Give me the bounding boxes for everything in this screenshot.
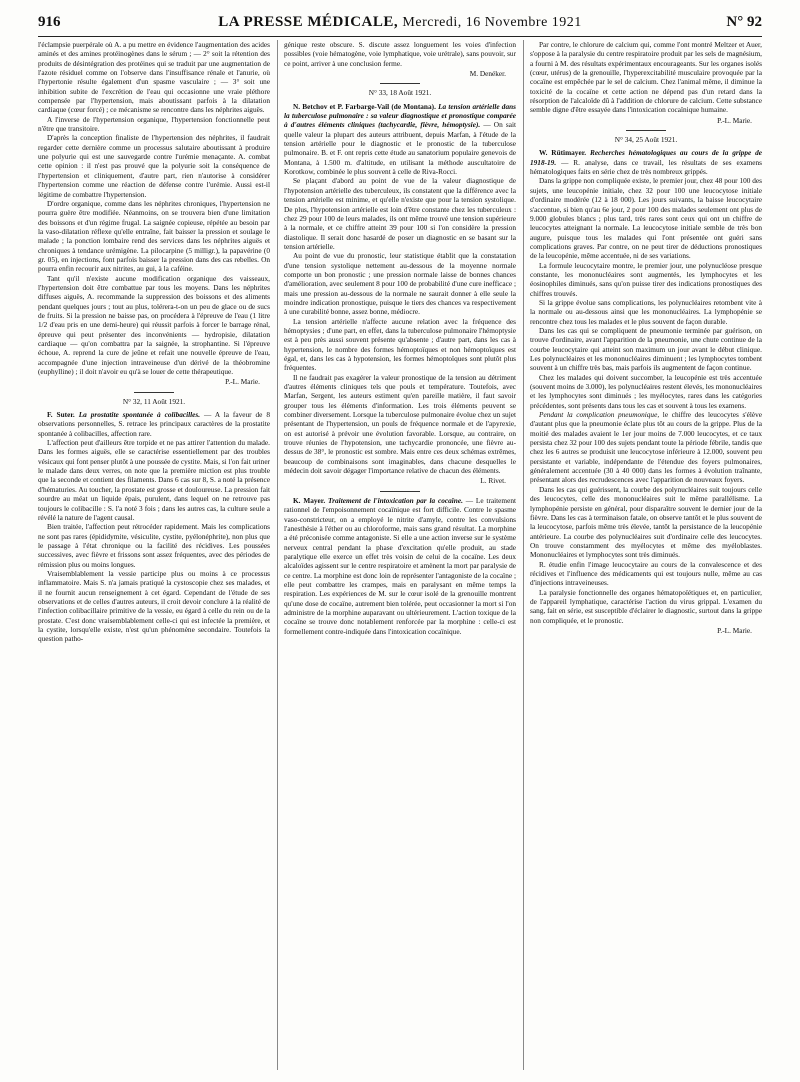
paragraph: Dans les cas qui se compliquent de pneumonie terminée par guérison, on trouve d'ordinaire, avant l'apparition de la pneumonie, une chute continue de la courbe leucocytaire qui atteint son maximum un jour avant le début clinique. Les polynucléaires et les mononucléaires diminuent ; les lymphocytes tombent souvent à un chiffre très bas, mais parfois ils augmentent de façon continue. bbox=[530, 325, 762, 373]
column-2 bbox=[284, 40, 516, 1070]
issue-label: N° 34, 25 Août 1921. bbox=[614, 135, 678, 145]
paragraph: L'affection peut d'ailleurs être torpide et ne pas attirer l'attention du malade. Dans les formes aiguës, elle se caractérise essentiellement par des troubles vésicaux qui font penser plutôt à une poussée de cystite. Mais, si l'on fait uriner le malade dans deux verres, on note que la première miction est plus trouble que la seconde et contient des filaments. Dans 6 cas sur 8, S. a noté la présence d'hématuries. Au toucher, la prostate est grosse et douloureuse. La pression fait sourdre au méat un liquide épais, purulent, dans lequel on ne retrouve pas toujours le colibacille : S. l'a noté 3 fois ; dans les autres cas, la culture seule a révélé la nature de l'agent causal. bbox=[38, 438, 270, 522]
section-separator bbox=[284, 491, 516, 492]
paragraph: Dans les cas qui guérissent, la courbe des polynucléaires suit toujours celle des leucocytes, celle des mononucléaires suit le même parallélisme. La lymphopénie persiste en général, pour disparaître souvent le dernier jour de la fièvre. Dans les cas à terminaison fatale, on observe tantôt et le plus souvent de la leucocytose, parfois même très élevée, tantôt la persistance de la leucopénie antérieure. La courbe des polynucléaires suit d'ordinaire celle des leucocytes. On trouve constamment des myélocytes et même des myéloblastes. Mononucléaires et lymphocytes sont très diminués. bbox=[530, 484, 762, 560]
issue-label: N° 33, 18 Août 1921. bbox=[368, 88, 432, 98]
issue-date: Mercredi, 16 Novembre 1921 bbox=[402, 15, 582, 30]
article-title: La tension artérielle dans la tuberculose pulmonaire : sa valeur diagnostique et pronostique comparée à d'autres éléments cliniques (tachycardie, fièvre, hémoptysie). bbox=[284, 101, 516, 130]
signature: L. Rivet. bbox=[480, 476, 506, 486]
article-text: — On sait quelle valeur la plupart des auteurs attribuent, depuis Marfan, à l'étude de la tension artérielle pour le diagnostic et le pronostic de la tuberculose pulmonaire. B. et F. ont repris cette étude au sanatorium populaire genevois de Montana, à 1.500 m. d'altitude, en utilisant la méthode auscultatoire de Korotkow, combinée le plus souvent à celle de Riva-Rocci. bbox=[284, 120, 516, 177]
paragraph: génique reste obscure. S. discute assez longuement les voies d'infection possibles (voie hématogène, voie lymphatique, voie urétrale), sans pouvoir, sur ce point, arriver à une conclusion ferme. bbox=[284, 40, 516, 68]
divider bbox=[380, 83, 420, 84]
paragraph: La tension artérielle n'affecte aucune relation avec la fréquence des hémoptysies ; d'une part, en effet, dans la tuberculose pulmonaire l'hémoptysie est à peu près aussi souvent présente qu'absente ; d'autre part, dans les cas à hypertension, le nombre des formes hémoptoïques et non hémoptoïques est égal, et, dans les cas à hypotension, les formes hémoptoïques sont plutôt plus fréquentes. bbox=[284, 316, 516, 373]
signature: P.-L. Marie. bbox=[717, 625, 752, 635]
column-1 bbox=[38, 40, 270, 1070]
paragraph: Tant qu'il n'existe aucune modification organique des vaisseaux, l'hypertension doit être combattue par tous les moyens. Dans les néphrites diffuses aiguës, A. recommande la suppression des boissons et des aliments pendant quelques jours ; tout au plus, tolérera-t-on un peu de glace ou de sucs de fruits. Si la pression ne baisse pas, on procédera à l'épreuve de l'eau (1 litre 1/2 d'eau pris en une demi-heure) qui réussit parfois à forcer le barrage rénal, épreuve qui peut présenter des inconvénients — hydropisie, dilatation cardiaque — qu'on combattra par la saignée, la strophantine. Si l'épreuve échoue, A. reprend la cure de jeûne et refait une nouvelle épreuve de l'eau, accompagnée d'une injection intraveineuse d'un dérivé de la théobromine (euphylline) ; il doit n'avoir eu qu'à se louer de cette thérapeutique. bbox=[38, 273, 270, 377]
running-title bbox=[38, 14, 762, 31]
article-title: Traitement de l'intoxication par la cocaïne. bbox=[328, 495, 463, 505]
column-3 bbox=[530, 40, 762, 1070]
article-text: — R. analyse, dans ce travail, les résultats de ses examens hématologiques faits en série chez de très nombreux grippés. bbox=[530, 157, 762, 177]
paragraph-lead: Pendant la complication pneumonique, bbox=[539, 410, 660, 420]
paragraph: D'après la conception finaliste de l'hypertension des néphrites, il faudrait regarder cette dernière comme un processus salutaire aboutissant à produire une polyurie qui est une sauvegarde contre l'urémie menaçante. A. combat cette opinion : il n'est pas prouvé que la polyurie soit la conséquence de l'hypertension et cliniquement, d'autre part, rien n'autorise à considérer l'hypertension comme une réaction de défense contre l'urémie. Aussi est-il légitime de combattre l'hypertension. bbox=[38, 133, 270, 199]
issue-number: N° 92 bbox=[726, 14, 762, 30]
paragraph: D'ordre organique, comme dans les néphrites chroniques, l'hypertension ne pourra guère être modifiée. Néanmoins, on se trouvera bien d'une limitation des boissons et d'un régime frugal. La saignée copieuse, répétée au besoin par la vaso-dilatation réflexe qu'elle entraîne, fait baisser la pression et soulage le malade ; la ponction lombaire rend des services dans les néphrites aiguës et chroniques à tendance urémigène. La pilocarpine (5 milligr.), la papavérine (0 gr. 05), en injections, font parfois baisser la pression dans des cas rebelles. On pourra enfin recourir aux nitrites, au gui, à la caféine. bbox=[38, 198, 270, 274]
column-rule bbox=[277, 40, 278, 1070]
article-title: Recherches hématologiques au cours de la grippe de 1918-19. bbox=[530, 148, 762, 167]
article-author: F. Suter. bbox=[47, 410, 75, 420]
article-author: K. Mayer. bbox=[293, 495, 326, 505]
article-intro bbox=[38, 410, 270, 438]
article-intro bbox=[284, 496, 516, 636]
journal-name: LA PRESSE MÉDICALE, bbox=[218, 14, 399, 30]
article-title: La prostatite spontanée à colibacilles. bbox=[78, 410, 201, 420]
paragraph: A l'inverse de l'hypertension organique, l'hypertension fonctionnelle peut n'être que transitoire. bbox=[38, 114, 270, 134]
article-author: W. Rütimayer. bbox=[539, 148, 587, 158]
article-text: — Le traitement rationnel de l'empoisonnement cocaïnique est fort difficile. Contre le spasme vaso-constricteur, on a employé le nitrite d'amyle, contre les convulsions l'anesthésie à l'éther ou au chloroforme, mais sans grand résultat. La morphine a été préconisée comme antagoniste. Si elle a une action inverse sur le système nerveux central pendant la phase d'excitation qu'elle produit, au stade paralytique elle exerce un effet très voisin de celui de la cocaïne. Les deux alcaloïdes agissent sur le centre respiratoire et amènent la mort par paralysie de ce centre. La morphine est donc loin de représenter l'antagoniste de la cocaïne ; elle peut combattre les crampes, mais en paralysant en même temps la respiration. Les expériences de M. sur le cœur isolé de la grenouille montrent qu'une dose de cocaïne, autrement bien tolérée, peut occasionner la mort si l'on administre de la morphine auparavant ou ultérieurement. L'action toxique de la cocaïne se trouve donc notablement renforcée par la morphine : celle-ci est formellement contre-indiquée dans l'intoxication cocaïnique. bbox=[284, 495, 516, 636]
divider bbox=[134, 392, 174, 393]
signature: M. Denéker. bbox=[469, 69, 506, 79]
paragraph: La paralysie fonctionnelle des organes hématopoïétiques et, en particulier, de l'appareil lymphatique, caractérise l'action du virus grippal. L'examen du sang, fait en série, est susceptible d'éclairer le diagnostic, surtout dans la grippe non compliquée, et le pronostic. bbox=[530, 587, 762, 625]
issue-separator bbox=[38, 392, 270, 406]
divider bbox=[626, 130, 666, 131]
article-text: — A la faveur de 8 observations personnelles, S. retrace les principaux caractères de la prostatite spontanée à colibacilles, affection rare. bbox=[38, 410, 270, 438]
paragraph: Par contre, le chlorure de calcium qui, comme l'ont montré Meltzer et Auer, s'oppose à la paralysie du centre respiratoire produit par les sels de magnésium, a fourni à M. des résultats expérimentaux encourageants. Sur les organes isolés (cœur, utérus) de la grenouille, l'hyperexcitabilité musculaire provoquée par la cocaïne est empêchée par le sel de calcium. Chez l'animal même, il diminue la toxicité de la cocaïne et cette action ne dépend pas d'un retard dans la résorption de l'alcaloïde dû à l'addition de chlorure de calcium. Cette substance semble digne d'être essayée dans l'intoxication cocaïnique humaine. bbox=[530, 40, 762, 115]
column-rule bbox=[523, 40, 524, 1070]
page-header bbox=[38, 14, 762, 37]
paragraph: Bien traitée, l'affection peut rétrocéder rapidement. Mais les complications ne sont pas rares (épididymite, vésiculite, cystite, pyélonéphrite), non plus que le passage à l'état chronique ou la facilité des récidives. Les poussées successives, avec fièvre et frissons sont assez fréquentes, avec des périodes de rémission plus ou moins longues. bbox=[38, 522, 270, 569]
paragraph: Il ne faudrait pas exagérer la valeur pronostique de la tension au détriment d'autres éléments cliniques tels que pouls et température. Toutefois, avec Marfan, Sergent, les auteurs estiment qu'en pareille matière, il faut savoir grouper tous les éléments d'information. Les trois éléments peuvent se combiner diversement. Lorsque la tuberculose pulmonaire évolue chez un sujet présentant de l'hypertension, un pouls de fréquence normale et de l'apyrexie, on est autorisé à prévoir une évolution favorable. Lorsque, au contraire, on trouve réunies de l'hypotension, une tachycardie prononcée, une fièvre au-dessus de 38°, le pronostic est sombre. Mais entre ces deux schémas extrêmes, beaucoup de combinaisons sont imaginables, dans chacune desquelles le médecin doit savoir dégager l'importance relative de chacun des éléments. bbox=[284, 372, 516, 476]
page-number: 916 bbox=[38, 14, 61, 30]
signature: P.-L. Marie. bbox=[717, 115, 752, 125]
paragraph: Se plaçant d'abord au point de vue de la valeur diagnostique de l'hypotension artérielle des tuberculeux, ils constatent que la différence avec la tension artérielle est minime, et qu'elle n'existe que pour la tension systolique. De plus, l'hypotension artérielle est loin d'être constante chez les tuberculeux : chez 29 pour 100 de leurs malades, ils ont même trouvé une tension supérieure à la normale, et ce chiffre atteint 39 pour 100 si l'on considère la pression diastolique. Il serait donc hasardé de poser un diagnostic en se basant sur la tension artérielle. bbox=[284, 176, 516, 251]
paragraph: La formule leucocytaire montre, le premier jour, une polynucléose presque constante, les mononucléaires sont augmentés, les lymphocytes et les éosinophiles diminués, sans qu'on puisse tirer des indications pronostiques des chiffres trouvés. bbox=[530, 260, 762, 298]
divider bbox=[380, 491, 420, 492]
issue-separator bbox=[284, 83, 516, 97]
paragraph: Vraisemblablement la vessie participe plus ou moins à ce processus inflammatoire. Mais S. n'a jamais pratiqué la cystoscopie chez ses malades, et il ne fournit aucun renseignement à cet égard. Cependant de l'étude de ses observations et de celles d'autres auteurs, il croit devoir conclure à la réalité de l'infection colibacillaire primitive de la vessie, eu égard à celle du rein ou de la prostate. C'est donc vraisemblablement celle-ci qui est infectée la première, et la cystite, lorsqu'elle existe, n'est qu'un phénomène secondaire. Toutefois la question patho- bbox=[38, 568, 270, 644]
article-intro bbox=[284, 102, 516, 177]
article-author: N. Betchov et P. Farbarge-Vail (de Montana). bbox=[293, 101, 436, 111]
paragraph: Dans la grippe non compliquée existe, le premier jour, chez 48 pour 100 des sujets, une leucopénie initiale, chez 32 pour 100 une leucocytose initiale d'ordinaire modérée (12 à 18 000). Les jours suivants, la baisse leucocytaire s'accentue, si bien qu'au 6e jour, 2 pour 100 des malades seulement ont plus de 9.000 globules blancs ; plus tard, très rares sont ceux qui ont un chiffre de leucocytes atteignant la normale. La leucocytose initiale semble de très bon augure, puisque tous les malades qui l'ont présentée ont guéri sans complications graves. Par contre, on ne peut tirer de déductions pronostiques de la leucopénie, même accentuée, ni de ses variations. bbox=[530, 176, 762, 261]
paragraph-text: le chiffre des leucocytes s'élève d'autant plus que la pneumonie éclate plus tôt au cours de la grippe. Plus de la moitié des malades avaient le 1er jour moins de 7.000 leucocytes, et ce taux persista chez 32 pour 100 des sujets pendant toute la période fébrile, tandis que chez les 6 autres se produisit une leucocytose inférieure à 12.000, souvent peu persistante et variable, indépendante de l'étendue des foyers pulmonaires, généralement accentuée (30 à 40 000) dans les formes à évolution traînante, présentant alors des recrudescences avec l'apparition de nouveaux foyers. bbox=[530, 410, 762, 485]
signature: P.-L. Marie. bbox=[225, 377, 260, 387]
paragraph: Chez les malades qui doivent succomber, la leucopénie est très accentuée (souvent moins de 3.000), les polynucléaires restent élevés, les mononucléaires et les lymphocytes sont diminués ; les myélocytes, rares dans les catégories précédentes, sont présents dans tous les cas et souvent à tous les examens. bbox=[530, 372, 762, 410]
issue-separator bbox=[530, 130, 762, 144]
issue-label: N° 32, 11 Août 1921. bbox=[122, 396, 186, 406]
article-intro bbox=[530, 148, 762, 176]
paragraph: l'éclampsie puerpérale où A. a pu mettre en évidence l'augmentation des acides aminés et des amines protéinogènes dans le sérum ; — 2° soit la rétention des produits de désintégration des protéines qui se traduit par une augmentation de l'azote résiduel comme on l'observe dans l'insuffisance rénale et l'anurie, où l'hypertonie résulte également d'un spasme vasculaire ; — 3° soit une inhibition subite de l'excrétion de l'eau qui occasionne une vraie pléthore compensée par l'hypertension, mais aboutissant parfois à la dilatation cardiaque (cœur forcé) ; ce mécanisme se rencontre dans les néphrites aiguës. bbox=[38, 40, 270, 115]
paragraph: R. étudie enfin l'image leucocytaire au cours de la convalescence et des récidives et l'influence des médicaments qui est toujours nulle, même au cas d'injections intraveineuses. bbox=[530, 559, 762, 588]
paragraph bbox=[530, 410, 762, 485]
paragraph: Si la grippe évolue sans complications, les polynucléaires retombent vite à la normale ou au-dessous ainsi que les mononucléaires. La lymphopénie se rencontre chez tous les malades et le plus souvent de façon durable. bbox=[530, 297, 762, 326]
paragraph: Au point de vue du pronostic, leur statistique établit que la constatation d'une tension systolique nettement au-dessous de la moyenne normale comporte un bon pronostic ; une pression normale laisse de bonnes chances d'amélioration, avec seulement 8 pour 100 de probabilité d'une cure inefficace ; mais une pression au-dessous de la normale ne saurait donner à elle seule la moindre indication pronostique, puisque le tiers des chances va respectivement à une curabilité bonne, assez bonne, médiocre. bbox=[284, 251, 516, 317]
